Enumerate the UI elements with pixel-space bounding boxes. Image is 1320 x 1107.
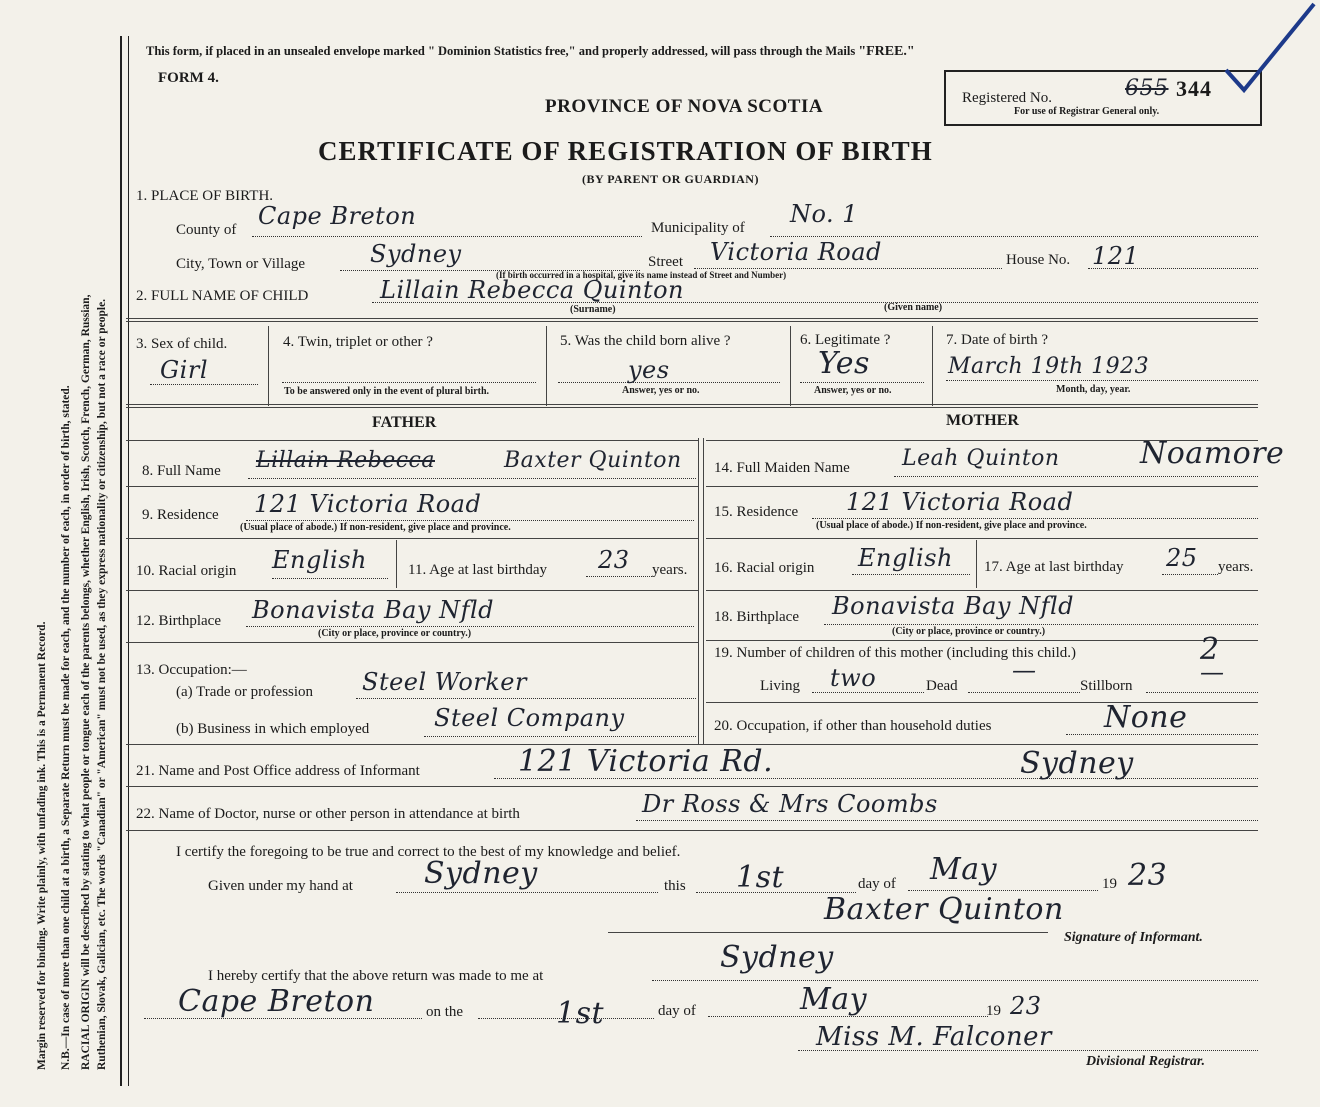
street-label: Street: [648, 254, 683, 270]
stillborn-value: —: [1200, 658, 1225, 686]
certify-year-value: 23: [1128, 858, 1168, 893]
sex-value: Girl: [160, 356, 208, 384]
registrar-day-value: 1st: [556, 996, 605, 1031]
dob-value: March 19th 1923: [948, 354, 1150, 379]
rule-2: [126, 404, 1258, 405]
father-age-line: [586, 576, 652, 577]
municipality-line: [770, 236, 1258, 237]
mail-notice: This form, if placed in an unsealed envelope marked " Dominion Statistics free," and properly addressed, will pass through the Mails "FREE.": [146, 44, 915, 59]
mother-occupation-label: 20. Occupation, if other than household duties: [714, 718, 992, 734]
mother-row-rule-2: [706, 486, 1258, 487]
father-residence-note: (Usual place of abode.) If non-resident, give place and province.: [240, 522, 511, 533]
father-occupation-label: 13. Occupation:—: [136, 662, 247, 678]
child-name-label: 2. FULL NAME OF CHILD: [136, 288, 309, 304]
father-residence-line: [246, 520, 694, 521]
divider-sex: [268, 326, 269, 406]
living-label: Living: [760, 678, 800, 694]
dob-line: [946, 380, 1258, 381]
form-number: FORM 4.: [158, 70, 219, 86]
binding-margin-rule: [120, 36, 129, 1086]
divider-legitimate: [932, 326, 933, 406]
father-racial-label: 10. Racial origin: [136, 563, 237, 579]
registrar-year-prefix: 19: [986, 1003, 1001, 1019]
certify-year-prefix: 19: [1102, 876, 1117, 892]
informant-label: 21. Name and Post Office address of Informant: [136, 763, 420, 779]
father-racial-value: English: [272, 546, 367, 574]
certificate-title: CERTIFICATE OF REGISTRATION OF BIRTH: [318, 136, 933, 166]
doctor-line: [636, 820, 1258, 821]
mother-age-value: 25: [1166, 544, 1198, 572]
father-business-label: (b) Business in which employed: [176, 721, 370, 737]
dob-label: 7. Date of birth ?: [946, 332, 1049, 348]
legitimate-note: Answer, yes or no.: [814, 385, 892, 396]
father-racial-line: [272, 578, 388, 579]
certify-statement: I certify the foregoing to be true and correct to the best of my knowledge and belief.: [176, 844, 681, 860]
father-racial-divider: [396, 540, 397, 588]
certify-day-value: 1st: [736, 860, 785, 895]
informant-signature: Baxter Quinton: [824, 892, 1064, 927]
mother-birthplace-note: (City or place, province or country.): [892, 626, 1046, 637]
father-trade-value: Steel Worker: [362, 668, 527, 696]
mother-age-years: years.: [1218, 559, 1254, 575]
mother-name-value: Leah Quinton: [902, 446, 1060, 471]
father-heading: FATHER: [372, 414, 437, 431]
house-value: 121: [1092, 242, 1140, 270]
mother-residence-note: (Usual place of abode.) If non-resident, give place and province.: [816, 520, 1087, 531]
doctor-label: 22. Name of Doctor, nurse or other person in attendance at birth: [136, 806, 520, 822]
hospital-note: (If birth occurred in a hospital, give its name instead of Street and Number): [496, 270, 787, 280]
mother-residence-label: 15. Residence: [714, 504, 799, 520]
father-name-line: [248, 478, 696, 479]
child-name-value: Lillain Rebecca Quinton: [380, 276, 685, 304]
dead-line: [968, 692, 1080, 693]
father-name-label: 8. Full Name: [142, 463, 221, 479]
dead-label: Dead: [926, 678, 958, 694]
twin-note: To be answered only in the event of plural birth.: [284, 386, 490, 397]
given-name-note: (Given name): [884, 302, 943, 313]
living-value: two: [830, 664, 877, 692]
margin-note-racial-origin-cont: Ruthenian, Slovak, Galician, etc. The words "Canadian" or "American" must not be used, as they express nationality or citizenship, but not a race or people.: [96, 298, 108, 1070]
mother-occupation-value: None: [1104, 700, 1188, 735]
county-value: Cape Breton: [258, 202, 417, 230]
certify-month-value: May: [930, 852, 998, 887]
registrar-on-the-label: on the: [426, 1004, 464, 1020]
legitimate-value: Yes: [818, 346, 870, 381]
mother-birthplace-line: [824, 624, 1258, 625]
father-age-label: 11. Age at last birthday: [408, 562, 547, 578]
mother-row-rule-4: [706, 590, 1258, 591]
mother-birthplace-value: Bonavista Bay Nfld: [832, 592, 1075, 620]
column-divider-2: [703, 438, 704, 744]
children-label: 19. Number of children of this mother (including this child.): [714, 645, 1077, 661]
rule-2b: [126, 407, 1258, 408]
twin-line: [282, 382, 536, 383]
registrar-place-value: Sydney: [720, 940, 834, 975]
divider-alive: [790, 326, 791, 406]
informant-address: 121 Victoria Rd.: [518, 744, 774, 779]
rule-5: [126, 830, 1258, 831]
municipality-value: No. 1: [790, 200, 859, 228]
dob-note: Month, day, year.: [1056, 384, 1131, 395]
twin-label: 4. Twin, triplet or other ?: [283, 334, 433, 350]
rule-4: [126, 786, 1258, 787]
divider-twin: [546, 326, 547, 406]
margin-note-multiple-births: N.B.—In case of more than one child at a birth, a Separate Return must be made for each, and the number of each, in order of birth, stated.: [60, 385, 72, 1070]
stillborn-label: Stillborn: [1080, 678, 1133, 694]
mother-row-rule-5: [706, 640, 1258, 641]
father-name-value: Baxter Quinton: [504, 448, 682, 473]
stillborn-line: [1146, 692, 1258, 693]
street-value: Victoria Road: [710, 238, 882, 266]
registered-no-value: 344: [1176, 76, 1212, 101]
mother-heading: MOTHER: [946, 412, 1019, 429]
rule-1: [126, 318, 1258, 319]
sex-label: 3. Sex of child.: [136, 336, 228, 352]
mother-racial-value: English: [858, 544, 953, 572]
father-trade-line: [356, 698, 696, 699]
father-business-value: Steel Company: [434, 704, 625, 732]
sex-line: [150, 384, 258, 385]
father-trade-label: (a) Trade or profession: [176, 684, 314, 700]
father-row-rule-2: [126, 486, 698, 487]
margin-note-racial-origin: RACIAL ORIGIN will be described by stating to what people or tongue each of the parents belongs, whether English, Irish, Scotch, French, German, Russian,: [80, 294, 92, 1070]
father-birthplace-label: 12. Birthplace: [136, 613, 221, 629]
mother-racial-divider: [976, 540, 977, 588]
mother-age-line: [1162, 574, 1218, 575]
signature-rule: [608, 932, 1048, 933]
informant-town: Sydney: [1020, 746, 1134, 781]
mother-racial-label: 16. Racial origin: [714, 560, 815, 576]
certify-day-of-label: day of: [858, 876, 896, 892]
given-place-line: [396, 892, 658, 893]
alive-label: 5. Was the child born alive ?: [560, 333, 731, 349]
mother-birthplace-label: 18. Birthplace: [714, 609, 799, 625]
father-row-rule-1: [126, 440, 698, 441]
father-birthplace-line: [246, 626, 694, 627]
place-of-birth-heading: 1. PLACE OF BIRTH.: [136, 188, 274, 204]
mother-racial-line: [852, 574, 970, 575]
alive-value: yes: [628, 356, 670, 384]
house-label: House No.: [1006, 252, 1071, 268]
city-value: Sydney: [370, 240, 462, 268]
registrar-month-value: May: [800, 982, 868, 1017]
county-label: County of: [176, 222, 237, 238]
mother-residence-value: 121 Victoria Road: [846, 488, 1074, 516]
legitimate-label: 6. Legitimate ?: [800, 332, 891, 348]
given-place-value: Sydney: [424, 856, 538, 891]
mother-name-extra: Noamore: [1140, 436, 1285, 471]
registered-no-label: Registered No.: [962, 90, 1052, 106]
rule-1b: [126, 321, 1258, 322]
mother-residence-line: [812, 518, 1258, 519]
father-birthplace-note: (City or place, province or country.): [318, 628, 472, 639]
dead-value: —: [1012, 656, 1037, 684]
father-row-rule-3: [126, 538, 698, 539]
certify-month-line: [908, 890, 1098, 891]
registrar-statement: I hereby certify that the above return was made to me at: [208, 968, 544, 984]
father-row-rule-5: [126, 642, 698, 643]
certify-this-label: this: [664, 878, 686, 894]
county-line: [252, 236, 642, 237]
city-label: City, Town or Village: [176, 256, 306, 272]
father-birthplace-value: Bonavista Bay Nfld: [252, 596, 495, 624]
municipality-label: Municipality of: [651, 220, 745, 236]
street-line: [694, 268, 1002, 269]
living-line: [812, 692, 924, 693]
father-name-struck: Lillain Rebecca: [256, 448, 435, 473]
registrar-signature-label: Divisional Registrar.: [1086, 1054, 1206, 1069]
province-heading: PROVINCE OF NOVA SCOTIA: [545, 96, 824, 117]
given-label: Given under my hand at: [208, 878, 353, 894]
doctor-value: Dr Ross & Mrs Coombs: [642, 790, 938, 818]
registrar-county-value: Cape Breton: [178, 984, 375, 1019]
father-residence-value: 121 Victoria Road: [254, 490, 482, 518]
mother-name-label: 14. Full Maiden Name: [714, 460, 850, 476]
check-mark-icon: [1222, 0, 1320, 100]
registrar-year-value: 23: [1010, 992, 1042, 1020]
margin-note-binding: Margin reserved for binding. Write plainly, with unfading ink. This is a Permanent Record.: [36, 621, 48, 1070]
registrar-signature: Miss M. Falconer: [816, 1022, 1052, 1052]
father-age-value: 23: [598, 546, 630, 574]
mother-row-rule-3: [706, 538, 1258, 539]
surname-note: (Surname): [570, 304, 616, 315]
father-age-years: years.: [652, 562, 688, 578]
registered-no-note: For use of Registrar General only.: [1014, 106, 1160, 117]
father-residence-label: 9. Residence: [142, 507, 219, 523]
father-row-rule-4: [126, 590, 698, 591]
informant-signature-label: Signature of Informant.: [1064, 930, 1203, 945]
father-business-line: [424, 736, 696, 737]
certificate-subtitle: (BY PARENT OR GUARDIAN): [582, 172, 759, 186]
mother-age-label: 17. Age at last birthday: [984, 559, 1124, 575]
registrar-day-of-label: day of: [658, 1003, 696, 1019]
column-divider-1: [698, 438, 699, 744]
mother-name-line: [894, 476, 1258, 477]
registrar-place-line: [652, 980, 1258, 981]
children-value: 2: [1200, 632, 1220, 667]
registered-no-struck: 655: [1125, 76, 1169, 101]
alive-note: Answer, yes or no.: [622, 385, 700, 396]
legitimate-line: [800, 382, 924, 383]
